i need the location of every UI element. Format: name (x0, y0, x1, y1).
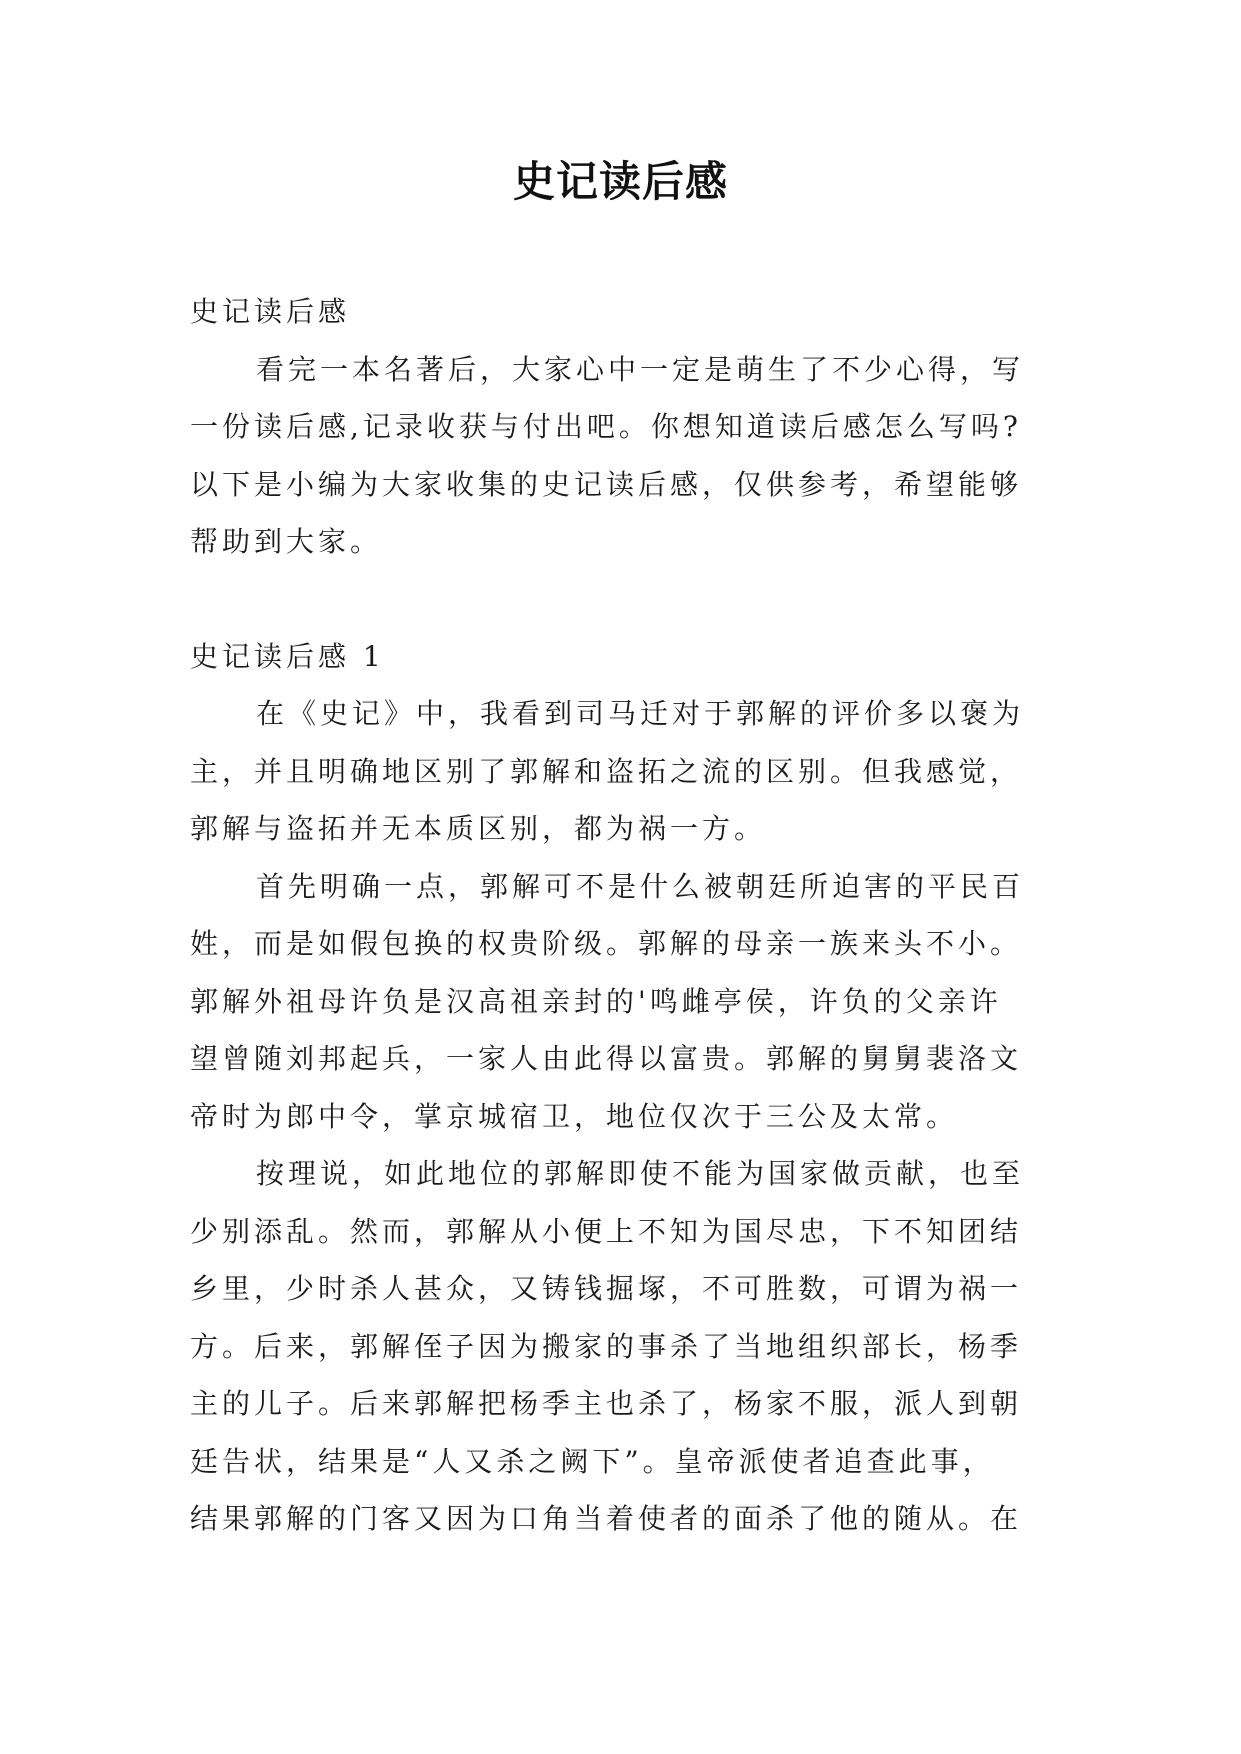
paragraph2-line: 郭解外祖母许负是汉高祖亲封的'鸣雌亭侯，许负的父亲许 (190, 984, 1002, 1018)
document-title: 史记读后感 (512, 157, 728, 206)
section-spacer (190, 571, 1070, 628)
paragraph2-line: 望曾随刘邦起兵，一家人由此得以富贵。郭解的舅舅裴洛文 (190, 1042, 1023, 1075)
paragraph3-line: 方。后来，郭解侄子因为搬家的事杀了当地组织部长，杨季 (190, 1329, 1023, 1363)
paragraph2-line: 姓，而是如假包换的权贵阶级。郭解的母亲一族来头不小。 (190, 927, 1023, 960)
paragraph2-line: 帝时为郎中令，掌京城宿卫，地位仅次于三公及太常。 (190, 1099, 959, 1133)
paragraph3-line: 结果郭解的门客又因为口角当着使者的面杀了他的随从。在 (190, 1502, 1023, 1535)
paragraph1-line: 主，并且明确地区别了郭解和盗拓之流的区别。但我感觉， (190, 754, 1023, 788)
intro-line: 帮助到大家。 (190, 525, 383, 558)
paragraph3-line: 廷告状，结果是“人又杀之阙下”。皇帝派使者追查此事， (190, 1444, 995, 1478)
section1-heading: 史记读后感 1 (190, 639, 385, 673)
paragraph3-line: 少别添乱。然而，郭解从小便上不知为国尽忠，下不知团结 (190, 1214, 1023, 1248)
paragraph2-line: 首先明确一点，郭解可不是什么被朝廷所迫害的平民百 (256, 869, 1025, 903)
paragraph1-line: 郭解与盗拓并无本质区别，都为祸一方。 (190, 812, 767, 845)
intro-heading: 史记读后感 (190, 295, 351, 328)
paragraph1-line: 在《史记》中，我看到司马迁对于郭解的评价多以褒为 (256, 697, 1025, 730)
intro-line: 看完一本名著后，大家心中一定是萌生了不少心得，写 (256, 352, 1025, 386)
intro-line: 一份读后感,记录收获与付出吧。你想知道读后感怎么写吗? (190, 410, 1022, 443)
paragraph3-line: 乡里，少时杀人甚众，又铸钱掘塚，不可胜数，可谓为祸一 (190, 1272, 1023, 1305)
paragraph3-line: 按理说，如此地位的郭解即使不能为国家做贡献，也至 (256, 1157, 1025, 1190)
document-body (190, 283, 1070, 1548)
paragraph3-line: 主的儿子。后来郭解把杨季主也杀了，杨家不服，派人到朝 (190, 1387, 1023, 1420)
intro-line: 以下是小编为大家收集的史记读后感，仅供参考，希望能够 (190, 467, 1023, 501)
